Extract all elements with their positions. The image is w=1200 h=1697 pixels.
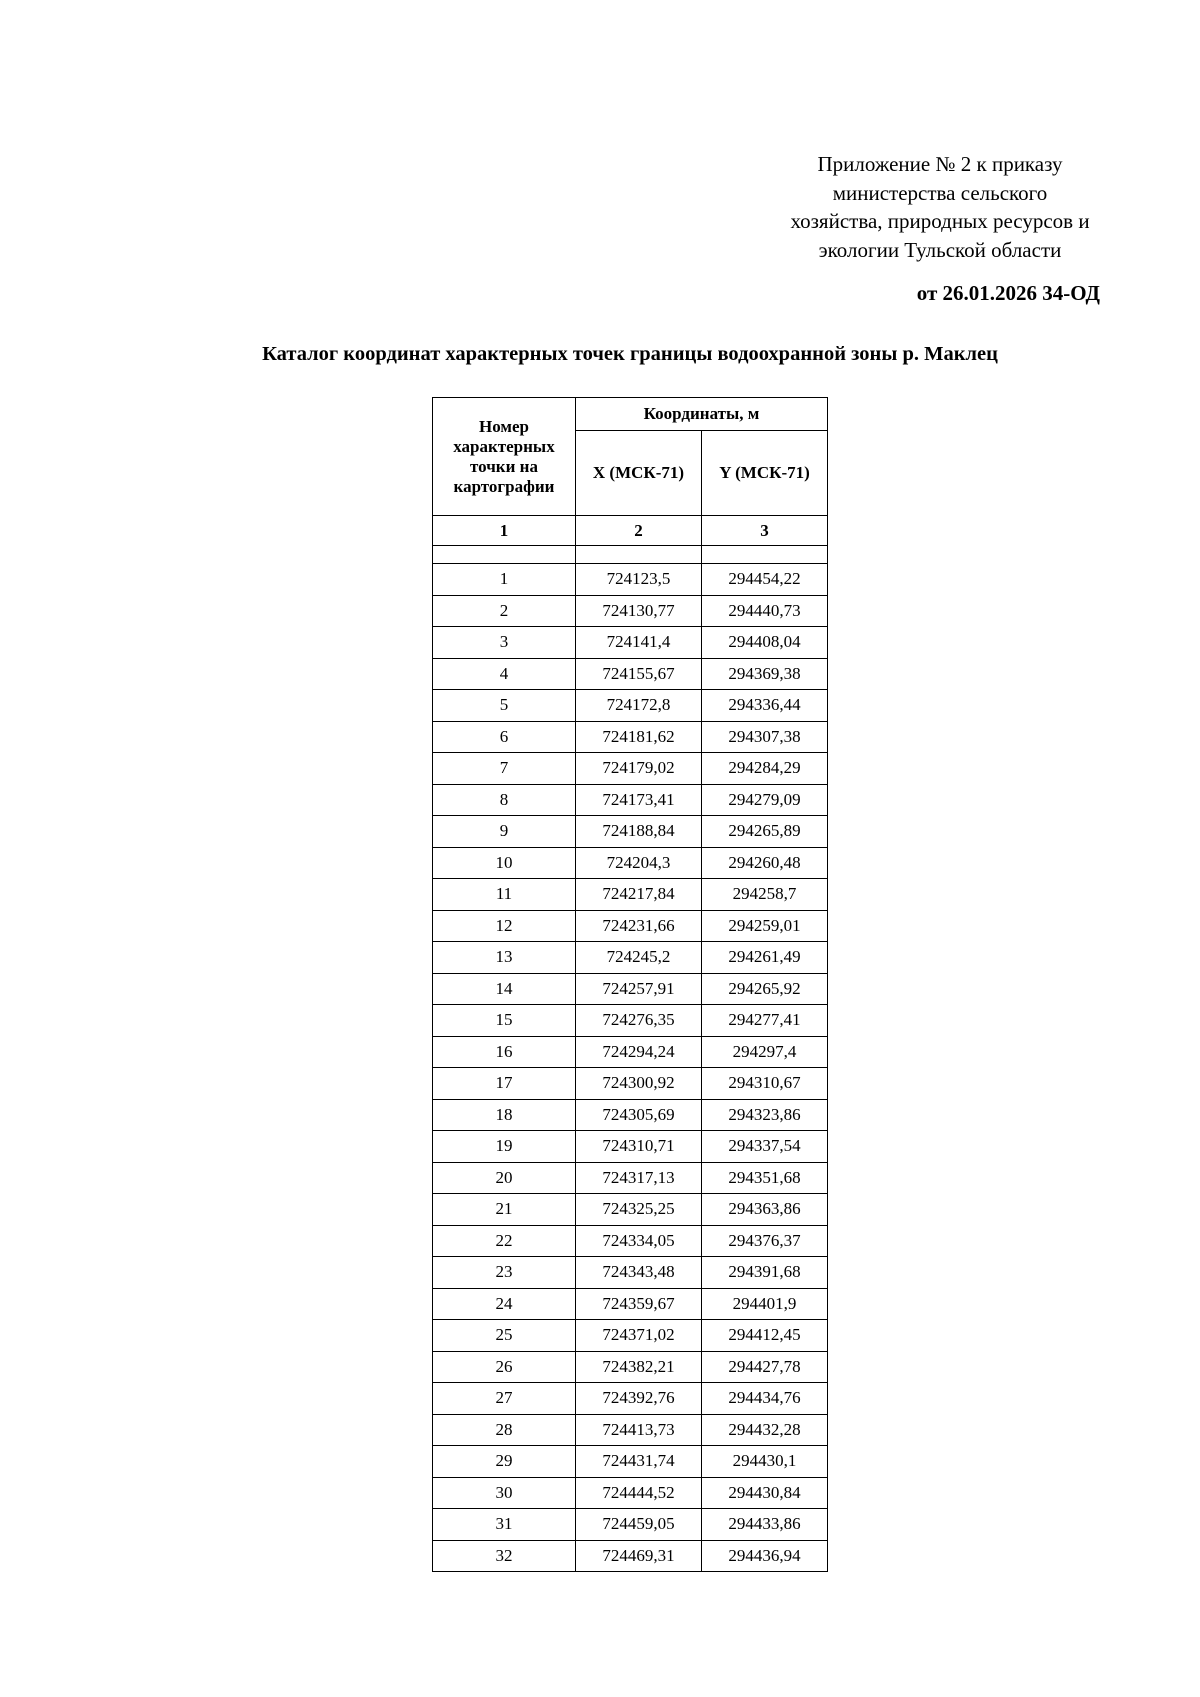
y-coordinate-cell: 294369,38	[702, 658, 828, 690]
order-date-number: от 26.01.2026 34-ОД	[916, 281, 1100, 305]
table-row	[433, 910, 828, 942]
y-coordinate-cell: 294391,68	[702, 1257, 828, 1289]
y-coordinate-cell: 294430,1	[702, 1446, 828, 1478]
y-coordinate-cell: 294307,38	[702, 721, 828, 753]
x-coordinate-cell: 724343,48	[576, 1257, 702, 1289]
header-y: Y (МСК-71)	[702, 431, 828, 516]
x-coordinate-cell: 724382,21	[576, 1351, 702, 1383]
table-row	[433, 1225, 828, 1257]
y-coordinate-cell: 294259,01	[702, 910, 828, 942]
appendix-line: министерства сельского	[832, 180, 1048, 205]
point-number-cell: 15	[433, 1005, 576, 1037]
x-coordinate-cell: 724431,74	[576, 1446, 702, 1478]
y-coordinate-cell: 294260,48	[702, 847, 828, 879]
x-coordinate-cell: 724179,02	[576, 753, 702, 785]
table-row	[433, 1162, 828, 1194]
x-coordinate-cell: 724276,35	[576, 1005, 702, 1037]
spacer-row	[433, 546, 828, 564]
table-row	[433, 1446, 828, 1478]
x-coordinate-cell: 724257,91	[576, 973, 702, 1005]
appendix-line: Приложение № 2 к приказу	[817, 152, 1063, 176]
x-coordinate-cell: 724305,69	[576, 1099, 702, 1131]
point-number-cell: 5	[433, 690, 576, 722]
x-coordinate-cell: 724172,8	[576, 690, 702, 722]
y-coordinate-cell: 294376,37	[702, 1225, 828, 1257]
table-body	[433, 546, 828, 1572]
x-coordinate-cell: 724392,76	[576, 1383, 702, 1415]
table-row	[433, 1477, 828, 1509]
table-row	[433, 879, 828, 911]
table-row	[433, 973, 828, 1005]
point-number-cell: 11	[433, 879, 576, 911]
table-row	[433, 1540, 828, 1572]
table-row	[433, 1288, 828, 1320]
spacer-cell	[576, 546, 702, 564]
point-number-cell: 29	[433, 1446, 576, 1478]
header-coordinates: Координаты, м	[576, 398, 828, 431]
point-number-cell: 2	[433, 595, 576, 627]
x-coordinate-cell: 724231,66	[576, 910, 702, 942]
y-coordinate-cell: 294258,7	[702, 879, 828, 911]
y-coordinate-cell: 294297,4	[702, 1036, 828, 1068]
y-coordinate-cell: 294351,68	[702, 1162, 828, 1194]
point-number-cell: 26	[433, 1351, 576, 1383]
table-row	[433, 847, 828, 879]
header-point-line: Номер	[479, 416, 529, 436]
table-row	[433, 1320, 828, 1352]
x-coordinate-cell: 724155,67	[576, 658, 702, 690]
y-coordinate-cell: 294310,67	[702, 1068, 828, 1100]
y-coordinate-cell: 294440,73	[702, 595, 828, 627]
x-coordinate-cell: 724181,62	[576, 721, 702, 753]
x-coordinate-cell: 724359,67	[576, 1288, 702, 1320]
header-x: X (МСК-71)	[576, 431, 702, 516]
appendix-header	[760, 150, 1120, 264]
point-number-cell: 18	[433, 1099, 576, 1131]
x-coordinate-cell: 724217,84	[576, 879, 702, 911]
x-coordinate-cell: 724300,92	[576, 1068, 702, 1100]
x-coordinate-cell: 724123,5	[576, 564, 702, 596]
point-number-cell: 28	[433, 1414, 576, 1446]
point-number-cell: 31	[433, 1509, 576, 1541]
x-coordinate-cell: 724413,73	[576, 1414, 702, 1446]
x-coordinate-cell: 724204,3	[576, 847, 702, 879]
point-number-cell: 32	[433, 1540, 576, 1572]
y-coordinate-cell: 294277,41	[702, 1005, 828, 1037]
coordinates-table	[432, 397, 828, 1572]
x-coordinate-cell: 724459,05	[576, 1509, 702, 1541]
point-number-cell: 10	[433, 847, 576, 879]
y-coordinate-cell: 294436,94	[702, 1540, 828, 1572]
point-number-cell: 12	[433, 910, 576, 942]
y-coordinate-cell: 294427,78	[702, 1351, 828, 1383]
table-row	[433, 1005, 828, 1037]
y-coordinate-cell: 294336,44	[702, 690, 828, 722]
table-row	[433, 784, 828, 816]
appendix-line: экологии Тульской области	[818, 237, 1062, 262]
y-coordinate-cell: 294430,84	[702, 1477, 828, 1509]
spacer-cell	[433, 546, 576, 564]
column-number-row	[433, 516, 828, 546]
x-coordinate-cell: 724325,25	[576, 1194, 702, 1226]
point-number-cell: 30	[433, 1477, 576, 1509]
point-number-cell: 27	[433, 1383, 576, 1415]
x-coordinate-cell: 724173,41	[576, 784, 702, 816]
y-coordinate-cell: 294265,89	[702, 816, 828, 848]
document-title: Каталог координат характерных точек границы водоохранной зоны р. Маклец	[262, 343, 998, 365]
point-number-cell: 6	[433, 721, 576, 753]
column-number: 3	[702, 516, 828, 546]
y-coordinate-cell: 294265,92	[702, 973, 828, 1005]
table-row	[433, 1036, 828, 1068]
y-coordinate-cell: 294279,09	[702, 784, 828, 816]
table-row	[433, 690, 828, 722]
header-point-line: точки на	[470, 456, 538, 476]
point-number-cell: 22	[433, 1225, 576, 1257]
table-row	[433, 1383, 828, 1415]
table-row	[433, 595, 828, 627]
y-coordinate-cell: 294323,86	[702, 1099, 828, 1131]
x-coordinate-cell: 724310,71	[576, 1131, 702, 1163]
table-row	[433, 1099, 828, 1131]
y-coordinate-cell: 294363,86	[702, 1194, 828, 1226]
point-number-cell: 8	[433, 784, 576, 816]
point-number-cell: 13	[433, 942, 576, 974]
x-coordinate-cell: 724245,2	[576, 942, 702, 974]
y-coordinate-cell: 294408,04	[702, 627, 828, 659]
y-coordinate-cell: 294433,86	[702, 1509, 828, 1541]
x-coordinate-cell: 724141,4	[576, 627, 702, 659]
x-coordinate-cell: 724334,05	[576, 1225, 702, 1257]
header-point-line: картографии	[453, 476, 555, 496]
x-coordinate-cell: 724130,77	[576, 595, 702, 627]
y-coordinate-cell: 294454,22	[702, 564, 828, 596]
point-number-cell: 9	[433, 816, 576, 848]
y-coordinate-cell: 294432,28	[702, 1414, 828, 1446]
point-number-cell: 21	[433, 1194, 576, 1226]
point-number-cell: 19	[433, 1131, 576, 1163]
table-row	[433, 627, 828, 659]
header-point-number	[433, 398, 576, 516]
y-coordinate-cell: 294284,29	[702, 753, 828, 785]
spacer-cell	[702, 546, 828, 564]
table-row	[433, 564, 828, 596]
header-point-line: характерных	[453, 436, 555, 456]
x-coordinate-cell: 724444,52	[576, 1477, 702, 1509]
y-coordinate-cell: 294401,9	[702, 1288, 828, 1320]
table-row	[433, 658, 828, 690]
point-number-cell: 20	[433, 1162, 576, 1194]
point-number-cell: 23	[433, 1257, 576, 1289]
y-coordinate-cell: 294434,76	[702, 1383, 828, 1415]
x-coordinate-cell: 724188,84	[576, 816, 702, 848]
table-row	[433, 721, 828, 753]
point-number-cell: 16	[433, 1036, 576, 1068]
table-row	[433, 1131, 828, 1163]
x-coordinate-cell: 724317,13	[576, 1162, 702, 1194]
table-row	[433, 1068, 828, 1100]
point-number-cell: 3	[433, 627, 576, 659]
point-number-cell: 4	[433, 658, 576, 690]
point-number-cell: 1	[433, 564, 576, 596]
table-row	[433, 942, 828, 974]
y-coordinate-cell: 294412,45	[702, 1320, 828, 1352]
table-row	[433, 1194, 828, 1226]
point-number-cell: 24	[433, 1288, 576, 1320]
point-number-cell: 17	[433, 1068, 576, 1100]
y-coordinate-cell: 294337,54	[702, 1131, 828, 1163]
x-coordinate-cell: 724469,31	[576, 1540, 702, 1572]
table-row	[433, 753, 828, 785]
appendix-line: хозяйства, природных ресурсов и	[790, 209, 1090, 233]
y-coordinate-cell: 294261,49	[702, 942, 828, 974]
table-row	[433, 1414, 828, 1446]
table-row	[433, 1509, 828, 1541]
column-number: 1	[433, 516, 576, 546]
table-row	[433, 1351, 828, 1383]
table-row	[433, 816, 828, 848]
table-row	[433, 1257, 828, 1289]
point-number-cell: 25	[433, 1320, 576, 1352]
column-number: 2	[576, 516, 702, 546]
point-number-cell: 14	[433, 973, 576, 1005]
x-coordinate-cell: 724294,24	[576, 1036, 702, 1068]
x-coordinate-cell: 724371,02	[576, 1320, 702, 1352]
point-number-cell: 7	[433, 753, 576, 785]
